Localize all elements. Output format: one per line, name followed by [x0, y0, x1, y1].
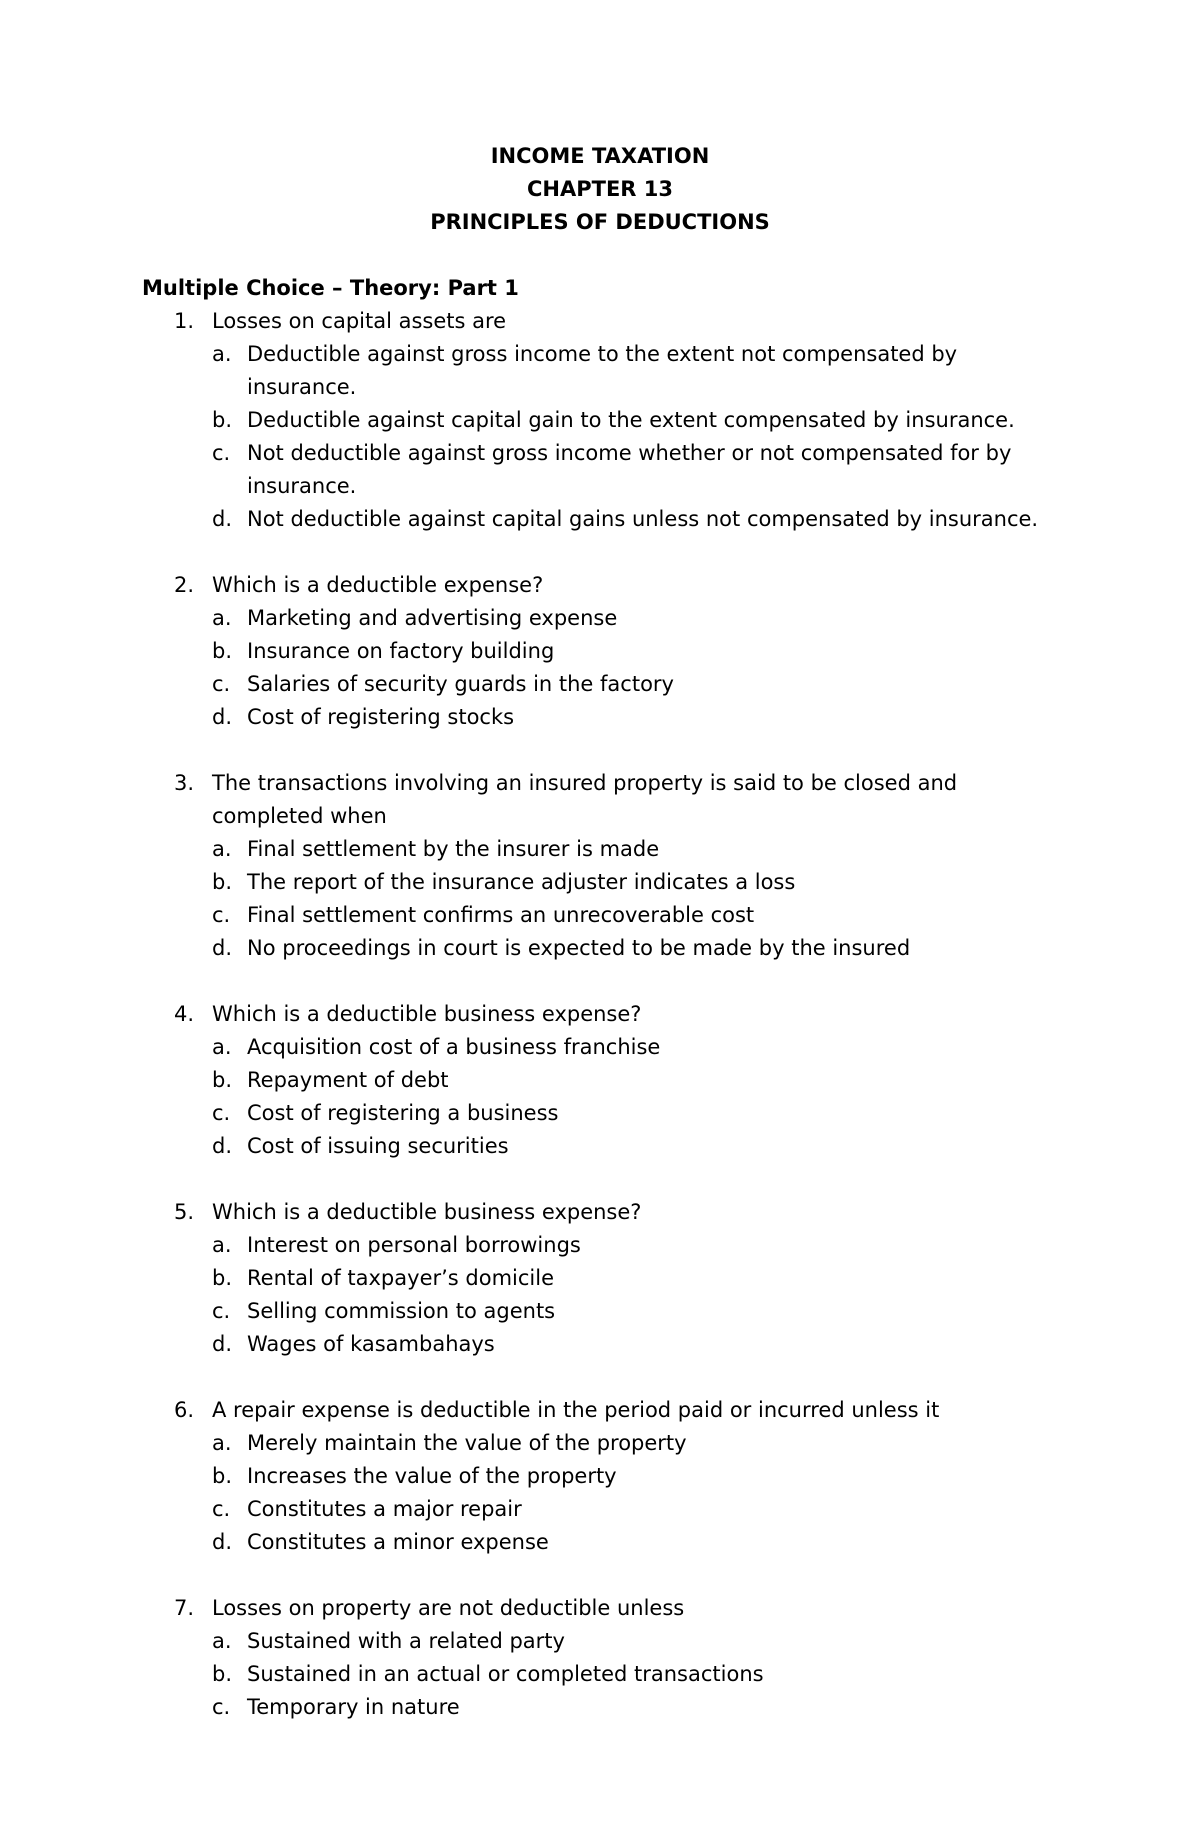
answer-choice	[0, 1229, 1200, 1262]
choice-letter: b.	[212, 1662, 233, 1686]
answer-choice	[0, 602, 1200, 635]
choice-text: Merely maintain the value of the property	[247, 1431, 687, 1455]
choice-text: Insurance on factory building	[247, 639, 555, 663]
question-item	[0, 569, 1200, 734]
choice-text: The report of the insurance adjuster indicates a loss	[247, 870, 796, 894]
choice-text: No proceedings in court is expected to be made by the insured	[247, 936, 911, 960]
question-number: 7.	[174, 1596, 195, 1620]
choice-text: Cost of registering a business	[247, 1101, 559, 1125]
choice-text: Sustained in an actual or completed transactions	[247, 1662, 764, 1686]
choice-text: Final settlement by the insurer is made	[247, 837, 660, 861]
choice-text: Interest on personal borrowings	[247, 1233, 581, 1257]
chapter-label: CHAPTER 13	[526, 177, 673, 201]
doc-title: INCOME TAXATION	[490, 144, 710, 168]
section-heading: Multiple Choice – Theory: Part 1	[142, 276, 519, 300]
choice-letter: a.	[212, 1035, 232, 1059]
answer-choice	[0, 1658, 1200, 1691]
choice-letter: a.	[212, 837, 232, 861]
question-number: 4.	[174, 1002, 195, 1026]
choice-letter: b.	[212, 870, 233, 894]
answer-choice	[0, 1295, 1200, 1328]
choice-text: Not deductible against capital gains unless not compensated by insurance.	[247, 507, 1039, 531]
choice-text: Increases the value of the property	[247, 1464, 617, 1488]
choice-letter: d.	[212, 936, 233, 960]
question-text: Which is a deductible expense?	[212, 573, 544, 597]
question-number: 1.	[174, 309, 195, 333]
choice-text: Cost of issuing securities	[247, 1134, 509, 1158]
question-text: Which is a deductible business expense?	[212, 1200, 642, 1224]
choice-letter: d.	[212, 1530, 233, 1554]
choice-text: Deductible against capital gain to the extent compensated by insurance.	[247, 408, 1015, 432]
choice-text: Repayment of debt	[247, 1068, 449, 1092]
choice-text: Wages of kasambahays	[247, 1332, 495, 1356]
choice-letter: a.	[212, 342, 232, 366]
answer-choice	[0, 1130, 1200, 1163]
question-item	[0, 1196, 1200, 1361]
question-text: A repair expense is deductible in the period paid or incurred unless it	[212, 1398, 940, 1422]
question-stem	[0, 998, 1200, 1031]
choice-letter: c.	[212, 441, 231, 465]
choice-text: Selling commission to agents	[247, 1299, 556, 1323]
answer-choice	[0, 1625, 1200, 1658]
question-text: Which is a deductible business expense?	[212, 1002, 642, 1026]
choice-text: Acquisition cost of a business franchise	[247, 1035, 661, 1059]
choice-letter: d.	[212, 1332, 233, 1356]
choice-text: Final settlement confirms an unrecoverable cost	[247, 903, 755, 927]
question-stem	[0, 1394, 1200, 1427]
answer-choice	[0, 1691, 1200, 1724]
question-text: The transactions involving an insured property is said to be closed and completed when	[212, 771, 958, 828]
question-number: 5.	[174, 1200, 195, 1224]
question-number: 2.	[174, 573, 195, 597]
choice-letter: b.	[212, 408, 233, 432]
question-stem	[0, 569, 1200, 602]
choice-letter: a.	[212, 1431, 232, 1455]
choice-letter: c.	[212, 1695, 231, 1719]
choice-text: Marketing and advertising expense	[247, 606, 618, 630]
answer-choice	[0, 1427, 1200, 1460]
answer-choice	[0, 1460, 1200, 1493]
answer-choice	[0, 932, 1200, 965]
answer-choice	[0, 833, 1200, 866]
choice-letter: a.	[212, 1629, 232, 1653]
question-item	[0, 1394, 1200, 1559]
choice-letter: b.	[212, 1068, 233, 1092]
question-item	[0, 998, 1200, 1163]
choice-text: Sustained with a related party	[247, 1629, 565, 1653]
choice-text: Not deductible against gross income whether or not compensated for by insurance.	[247, 441, 1012, 498]
answer-choice	[0, 866, 1200, 899]
question-stem	[0, 1196, 1200, 1229]
choice-letter: c.	[212, 1497, 231, 1521]
question-stem	[0, 1592, 1200, 1625]
answer-choice	[0, 1328, 1200, 1361]
chapter-title: PRINCIPLES OF DEDUCTIONS	[430, 210, 770, 234]
question-item	[0, 1592, 1200, 1724]
answer-choice	[0, 635, 1200, 668]
choice-letter: a.	[212, 1233, 232, 1257]
question-stem	[0, 767, 1200, 833]
choice-letter: d.	[212, 1134, 233, 1158]
choice-text: Constitutes a minor expense	[247, 1530, 549, 1554]
answer-choice	[0, 1262, 1200, 1295]
choice-letter: c.	[212, 672, 231, 696]
choice-letter: c.	[212, 1101, 231, 1125]
answer-choice	[0, 1097, 1200, 1130]
choice-letter: c.	[212, 1299, 231, 1323]
question-item	[0, 767, 1200, 965]
document-header	[0, 140, 1200, 239]
answer-choice	[0, 668, 1200, 701]
choice-letter: b.	[212, 1266, 233, 1290]
answer-choice	[0, 338, 1200, 404]
choice-letter: b.	[212, 1464, 233, 1488]
choice-letter: b.	[212, 639, 233, 663]
question-text: Losses on capital assets are	[212, 309, 507, 333]
question-item	[0, 305, 1200, 536]
answer-choice	[0, 1031, 1200, 1064]
choice-letter: d.	[212, 705, 233, 729]
answer-choice	[0, 899, 1200, 932]
question-stem	[0, 305, 1200, 338]
choice-text: Temporary in nature	[247, 1695, 460, 1719]
answer-choice	[0, 1526, 1200, 1559]
answer-choice	[0, 1493, 1200, 1526]
answer-choice	[0, 701, 1200, 734]
question-number: 3.	[174, 771, 195, 795]
choice-text: Salaries of security guards in the factory	[247, 672, 674, 696]
question-text: Losses on property are not deductible unless	[212, 1596, 685, 1620]
choice-letter: d.	[212, 507, 233, 531]
choice-text: Cost of registering stocks	[247, 705, 515, 729]
answer-choice	[0, 1064, 1200, 1097]
choice-text: Constitutes a major repair	[247, 1497, 522, 1521]
answer-choice	[0, 404, 1200, 437]
question-number: 6.	[174, 1398, 195, 1422]
choice-text: Deductible against gross income to the extent not compensated by insurance.	[247, 342, 958, 399]
choice-text: Rental of taxpayer’s domicile	[247, 1266, 555, 1290]
choice-letter: a.	[212, 606, 232, 630]
question-list	[0, 305, 1200, 1757]
answer-choice	[0, 503, 1200, 536]
choice-letter: c.	[212, 903, 231, 927]
answer-choice	[0, 437, 1200, 503]
